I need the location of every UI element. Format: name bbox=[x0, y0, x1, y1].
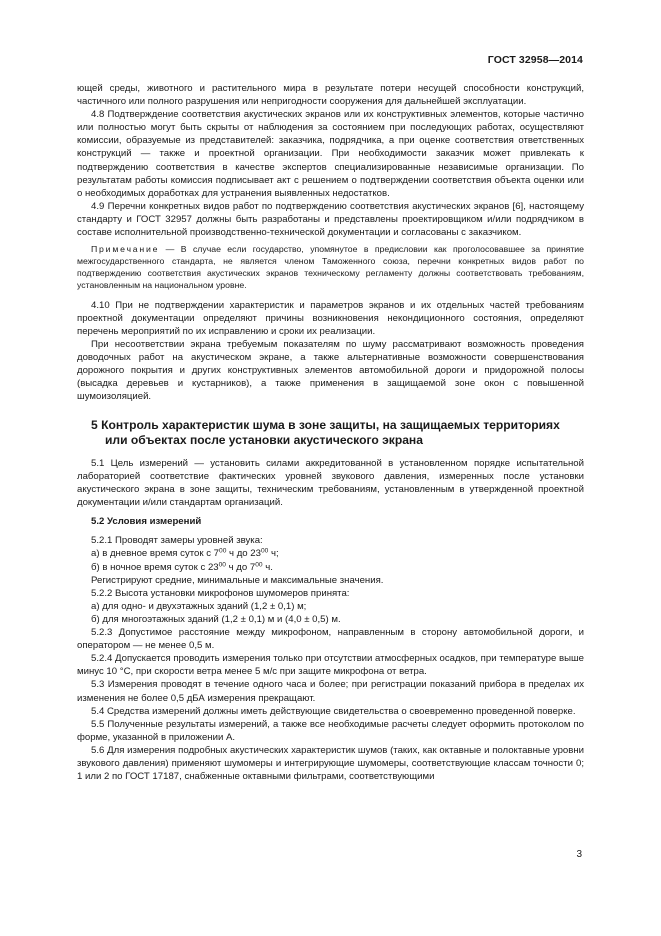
paragraph-4-8: 4.8 Подтверждение соответствия акустических экранов или их конструктивных элементов, которые частично или полностью могут быть скрыты от наблюдения за состоянием при последующих работах, осуществляют комиссии, образуемые из представителей: заказчика, подрядчика, а при оценке соответствия ответственных конструкций — также и проектной организации. При необходимости заказчик может привлекать к подтверждению соответствия в качестве экспертов специализированные независимые организации. По результатам работы комиссия подписывает акт с решением о подтверждении соответствия объекта оценки или о необходимых доработках для устранения выявленных недостатков. bbox=[77, 109, 584, 199]
paragraph-5-4: 5.4 Средства измерений должны иметь действующие свидетельства о своевременно проведенной поверке. bbox=[91, 705, 576, 717]
night-text-middle: ч до 7 bbox=[225, 561, 256, 573]
note bbox=[77, 244, 584, 292]
day-text-end: ч; bbox=[268, 548, 279, 560]
day-text-middle: ч до 23 bbox=[226, 548, 261, 560]
paragraph-5-2-1: 5.2.1 Проводят замеры уровней звука: bbox=[91, 535, 263, 547]
list-item-low-buildings: а) для одно- и двухэтажных зданий (1,2 ± 0,1) м; bbox=[91, 600, 307, 612]
paragraph-5-6: 5.6 Для измерения подробных акустических характеристик шумов (таких, как октавные и полоктавные уровни звукового давления) применяют шумомеры и интегрирующие шумомеры, соответствующие классам точности 0; 1 или 2 по ГОСТ 17187, снабженные октавными фильтрами, соответствующими bbox=[77, 744, 584, 783]
document-code-header: ГОСТ 32958—2014 bbox=[487, 54, 583, 66]
paragraph-4-10-continued: При несоответствии экрана требуемым показателям по шуму рассматривают возможность проведения доводочных работ на акустическом экране, а также альтернативные возможности совершенствования дорожного покрытия и других конструктивных элементов автомобильной дороги и придорожной полосы (высадка деревьев и кустарников), а также применения в защищаемой зоне окон с повышенной шумоизоляцией. bbox=[77, 339, 584, 403]
day-text-start: а) в дневное время суток с 7 bbox=[91, 548, 220, 560]
page-number: 3 bbox=[576, 849, 582, 860]
list-item-multistorey-buildings: б) для многоэтажных зданий (1,2 ± 0,1) м и (4,0 ± 0,5) м. bbox=[91, 613, 341, 625]
page-content bbox=[77, 82, 584, 783]
night-text-end: ч. bbox=[262, 561, 273, 573]
paragraph-4-10: 4.10 При не подтверждении характеристик и параметров экранов и их отдельных частей требованиям проектной документации определяют причины возникновения некондиционного состояния, определяют перечень мероприятий по их исправлению и сроки их реализации. bbox=[77, 299, 584, 337]
night-superscript-2: 00 bbox=[255, 560, 263, 568]
note-text: — В случае если государство, упомянутое в предисловии как проголосовавшее за принятие межгосударственного стандарта, не является членом Таможенного союза, перечни конкретных видов работ по подтверждению соответствия акустических экранов техническому регламенту должны соответствовать требованиям, установленным на национальном уровне. bbox=[77, 244, 584, 290]
paragraph-5-2-3: 5.2.3 Допустимое расстояние между микрофоном, направленным в сторону автомобильной дороги, и оператором — не менее 0,5 м. bbox=[77, 627, 584, 652]
list-item-day-time bbox=[77, 547, 584, 560]
paragraph-continuation: ющей среды, животного и растительного мира в результате потери несущей способности конструкций, частичного или полного разрушения или непригодности сооружения для дальнейшей эксплуатации. bbox=[77, 83, 584, 108]
night-superscript-1: 00 bbox=[218, 560, 226, 568]
subsection-5-2-heading: 5.2 Условия измерений bbox=[91, 516, 202, 528]
paragraph-5-2-4: 5.2.4 Допускается проводить измерения только при отсутствии атмосферных осадков, при температуре выше минус 10 °С, при скорости ветра менее 5 м/с при защите микрофона от ветра. bbox=[77, 653, 584, 678]
paragraph-5-1: 5.1 Цель измерений — установить силами аккредитованной в установленном порядке испытательной лабораторией соответствие фактических уровней звукового давления, измеренных после установки акустического экрана в зоне защиты, техническим требованиям, установленным в утвержденной проектной документации и/или стандартам организаций. bbox=[77, 457, 584, 509]
paragraph-5-2-2: 5.2.2 Высота установки микрофонов шумомеров принята: bbox=[91, 587, 350, 599]
day-superscript-1: 00 bbox=[219, 547, 227, 555]
paragraph-5-3: 5.3 Измерения проводят в течение одного часа и более; при регистрации показаний прибора в пределах их изменения не более 0,5 дБА измерения прекращают. bbox=[77, 679, 584, 704]
paragraph-register-values: Регистрируют средние, минимальные и максимальные значения. bbox=[91, 574, 384, 586]
paragraph-5-5: 5.5 Полученные результаты измерений, а также все необходимые расчеты следует оформить протоколом по форме, указанной в приложении А. bbox=[77, 718, 584, 743]
day-superscript-2: 00 bbox=[260, 547, 269, 555]
section-5-heading: 5 Контроль характеристик шума в зоне защиты, на защищаемых территориях или объектах после установки акустического экрана bbox=[91, 417, 560, 447]
night-text-start: б) в ночное время суток с 23 bbox=[91, 561, 219, 573]
note-label: Примечание bbox=[91, 244, 160, 255]
list-item-night-time bbox=[77, 561, 584, 574]
paragraph-4-9: 4.9 Перечни конкретных видов работ по подтверждению соответствия акустических экранов [6], настоящему стандарту и ГОСТ 32957 должны быть разработаны и представлены проектировщиком и/или подрядчиком в составе исполнительной производственно-технической документации и согласованы с заказчиком. bbox=[77, 200, 584, 239]
